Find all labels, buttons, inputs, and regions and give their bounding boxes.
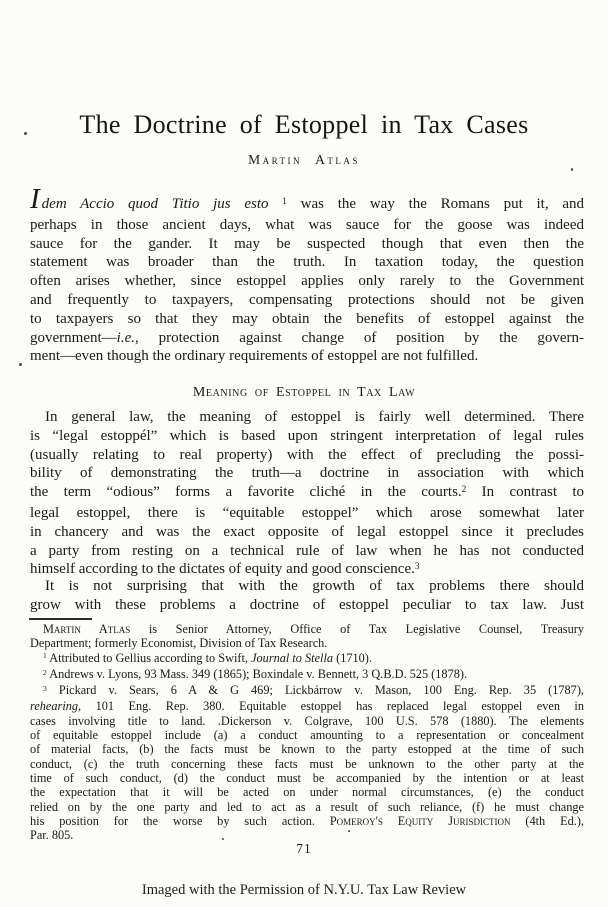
text-segment: 101 Eng. Rep. 380. Equitable estoppel has replaced legal estoppel even in	[81, 699, 584, 714]
footnote-marker: 3	[43, 684, 47, 693]
text-segment: to taxpayers so that they may obtain the benefits of estoppel against the	[30, 310, 584, 327]
text-segment: himself according to the dictates of equity and good conscience.	[30, 561, 415, 578]
text-line	[30, 523, 584, 542]
text-segment: (usually relating to real property) with the effect of precluding the possi-	[30, 446, 584, 463]
text-segment: rehearing,	[30, 699, 82, 714]
text-segment: Par. 805.	[30, 828, 74, 843]
text-line	[30, 683, 584, 699]
footnote-marker: 3	[414, 562, 420, 573]
text-line	[30, 714, 584, 728]
text-segment: in chancery and was the exact opposite of legal estoppel since it precludes	[30, 523, 584, 540]
page-number: 71	[296, 841, 312, 856]
text-segment: I	[30, 183, 40, 215]
text-line	[30, 785, 584, 799]
footnote-marker: 2	[461, 485, 467, 496]
scan-artifact-dot	[571, 168, 573, 171]
text-line	[30, 291, 584, 310]
text-segment: Journal to Stella	[251, 650, 334, 665]
text-segment: In contrast to	[466, 484, 584, 501]
text-line	[30, 814, 584, 828]
text-line	[30, 408, 584, 427]
text-segment: often arises whether, since estoppel applies only rarely to the Government	[30, 273, 584, 290]
text-segment: In general law, the meaning of estoppel is fairly well determined. There	[45, 409, 584, 425]
text-segment: sauce for the gander. It may be suspected though that even then the	[30, 235, 584, 252]
text-segment: his position for the worse by such action.	[30, 813, 330, 828]
text-line	[30, 800, 584, 814]
paragraph-meaning	[30, 408, 584, 581]
text-segment: is Senior Attorney, Office of Tax Legislative Counsel, Treasury	[130, 622, 584, 636]
text-segment: Department; formerly Economist, Division of Tax Research.	[30, 636, 328, 651]
scan-artifact-dot	[19, 363, 22, 366]
text-segment: Attributed to Gellius according to Swift,	[46, 650, 252, 665]
text-segment: is “legal estoppél” which is based upon stringent interpretation of legal rules	[30, 427, 584, 444]
text-line	[30, 483, 584, 504]
text-segment: the term “odious” forms a favorite cliché in the courts.	[30, 484, 462, 501]
text-line	[30, 504, 584, 523]
text-segment: government—	[30, 329, 117, 346]
text-line	[30, 728, 584, 742]
text-segment: grow with these problems a doctrine of estoppel peculiar to tax law. Just	[30, 596, 584, 613]
text-line	[30, 596, 584, 615]
text-segment	[269, 196, 283, 212]
text-line	[30, 183, 585, 216]
footnotes-block	[30, 622, 584, 842]
text-line	[30, 757, 584, 771]
section-heading: Meaning of Estoppel in Tax Law	[192, 385, 416, 400]
text-segment: legal estoppel, there is “equitable estoppel” which arose somewhat later	[30, 504, 584, 521]
text-line	[30, 427, 584, 446]
text-line	[30, 667, 584, 683]
text-line	[30, 771, 584, 785]
text-line	[30, 542, 584, 561]
text-line	[30, 622, 584, 636]
text-segment: time of such conduct, (d) the conduct must be accompanied by the intention or at least	[30, 770, 584, 785]
text-segment: relied on by the one party and led to act as a result of such reliance, (f) he must change	[30, 799, 584, 814]
text-line	[30, 235, 584, 254]
text-segment: Martin Atlas	[43, 622, 131, 636]
text-segment: Andrews v. Lyons, 93 Mass. 349 (1865); Boxindale v. Bennett, 3 Q.B.D. 525 (1878).	[46, 666, 468, 681]
text-segment: (1710).	[333, 650, 372, 665]
text-segment: protection against change of position by the govern-	[138, 329, 584, 346]
text-line	[30, 636, 584, 650]
footnote-marker: 2	[43, 667, 47, 677]
paragraph-intro	[30, 183, 585, 366]
footnote-marker: 1	[43, 651, 47, 661]
text-segment: perhaps in those ancient days, what was sauce for the goose was indeed	[30, 216, 584, 233]
text-line	[30, 310, 584, 329]
text-line	[30, 347, 584, 366]
scan-artifact-dot	[24, 132, 27, 135]
text-segment: and frequently to taxpayers, compensating protections should not be given	[30, 291, 584, 308]
text-line	[30, 216, 584, 235]
text-line	[30, 577, 584, 596]
scan-artifact-dot	[348, 830, 350, 832]
footnote-marker: 1	[282, 197, 287, 208]
text-line	[30, 253, 584, 272]
text-line	[30, 464, 584, 483]
text-segment: was the way the Romans put it, and	[286, 196, 585, 212]
text-segment: Pickard v. Sears, 6 A & G 469; Lickbárrow v. Mason, 100 Eng. Rep. 35 (1787),	[46, 683, 584, 698]
text-segment: statement was broader than the truth. In taxation today, the question	[30, 254, 584, 271]
text-line	[30, 742, 584, 756]
text-line	[30, 446, 584, 465]
text-segment: Pomeroy's Equity Jurisdiction	[329, 813, 511, 828]
text-line	[30, 699, 584, 713]
text-segment: It is not surprising that with the growth of tax problems there should	[45, 578, 584, 594]
text-segment: bility of demonstrating the truth—a doctrine in association with which	[30, 465, 584, 482]
text-segment: of material facts, (b) the facts must be known to the party estopped at the time of such	[30, 742, 584, 757]
text-line	[30, 272, 584, 291]
article-author: Martin Atlas	[248, 152, 360, 167]
text-segment: i.e.,	[116, 329, 139, 346]
text-segment: a party from resting on a technical rule of law when he has not conducted	[30, 542, 584, 559]
text-segment: the expectation that it will be acted on under normal circumstances, (e) the conduct	[30, 785, 584, 800]
text-segment: (4th Ed.),	[510, 813, 585, 828]
permission-caption: Imaged with the Permission of N.Y.U. Tax Law Review	[141, 882, 467, 898]
paragraph-growth	[30, 577, 584, 615]
article-title: The Doctrine of Estoppel in Tax Cases	[79, 110, 529, 139]
scan-artifact-dot	[222, 838, 224, 840]
text-segment: conduct, (c) the truth concerning these facts must be unknown to the other party at the	[30, 756, 584, 771]
text-segment: ment—even though the ordinary requirements of estoppel are not fulfilled.	[30, 348, 479, 365]
text-segment: cases involving title to land. .Dickerson v. Colgrave, 100 U.S. 578 (1880). The elements	[30, 713, 584, 728]
text-segment: dem Accio quod Titio jus esto	[41, 196, 269, 212]
footnote-separator	[29, 618, 92, 620]
text-segment: of equitable estoppel include (a) a conduct amounting to a representation or concealment	[30, 728, 584, 743]
text-line	[30, 651, 584, 667]
text-line	[30, 329, 584, 348]
